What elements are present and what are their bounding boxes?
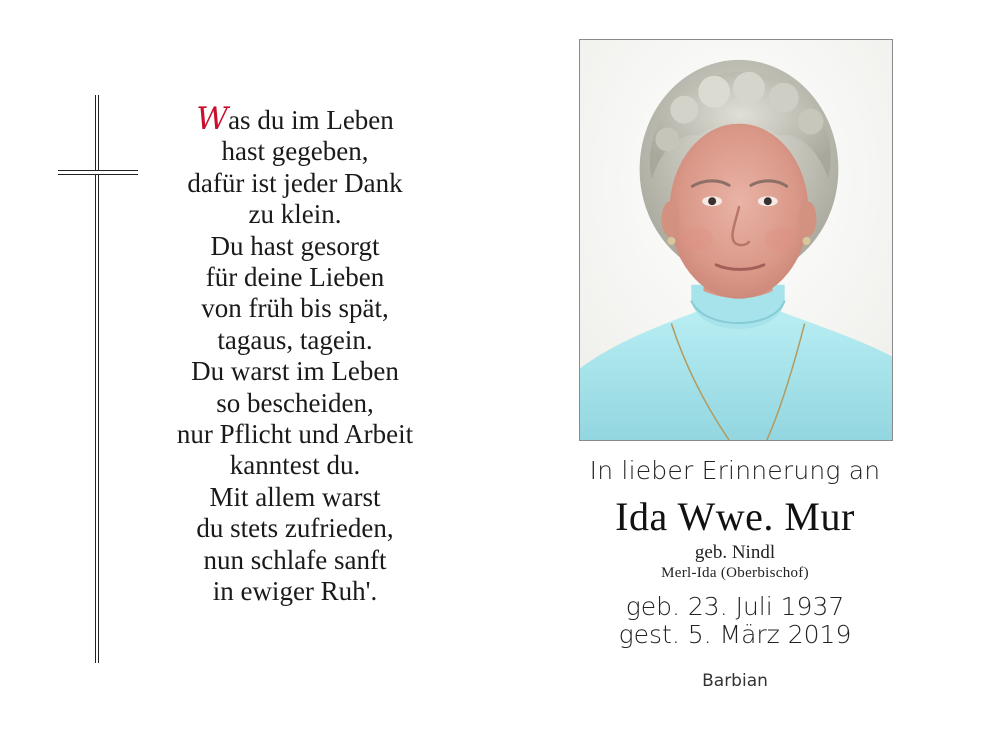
- poem-line: nur Pflicht und Arbeit: [176, 419, 414, 450]
- poem-line: dafür ist jeder Dank: [187, 167, 403, 198]
- portrait-photo: [579, 39, 893, 441]
- hometown: Barbian: [702, 671, 768, 691]
- poem-line: Du hast gesorgt: [210, 230, 380, 261]
- poem-line: Mit allem warst: [209, 481, 381, 512]
- birth-date: geb. 23. Juli 1937: [625, 592, 845, 621]
- poem-line: in ewiger Ruh'.: [212, 576, 378, 607]
- poem-line: nun schlafe sanft: [203, 544, 387, 575]
- cross-vertical-beam: [95, 95, 99, 663]
- poem-line: für deine Lieben: [205, 262, 385, 293]
- life-dates: [560, 593, 910, 649]
- cross-horizontal-beam: [58, 170, 138, 175]
- portrait-illustration: [580, 40, 892, 440]
- poem-first-line-rest: as du im Leben: [228, 105, 394, 135]
- poem-line: [130, 101, 460, 137]
- poem-line: tagaus, tagein.: [217, 324, 373, 355]
- poem-initial: W: [196, 101, 229, 137]
- poem-line: du stets zufrieden,: [196, 513, 394, 544]
- nickname: Merl-Ida (Oberbischof): [661, 565, 809, 581]
- deceased-name: Ida Wwe. Mur: [615, 494, 855, 539]
- poem-line: zu klein.: [248, 199, 342, 230]
- memorial-details: [560, 456, 910, 691]
- memorial-intro: In lieber Erinnerung an: [589, 456, 881, 485]
- maiden-name: geb. Nindl: [694, 542, 776, 563]
- poem-line: so bescheiden,: [216, 387, 374, 418]
- poem-line: Du warst im Leben: [191, 356, 399, 387]
- memorial-poem: [130, 101, 460, 608]
- poem-line: kanntest du.: [229, 450, 361, 481]
- poem-line: von früh bis spät,: [201, 293, 389, 324]
- poem-line: hast gegeben,: [221, 136, 369, 167]
- death-date: gest. 5. März 2019: [618, 620, 852, 649]
